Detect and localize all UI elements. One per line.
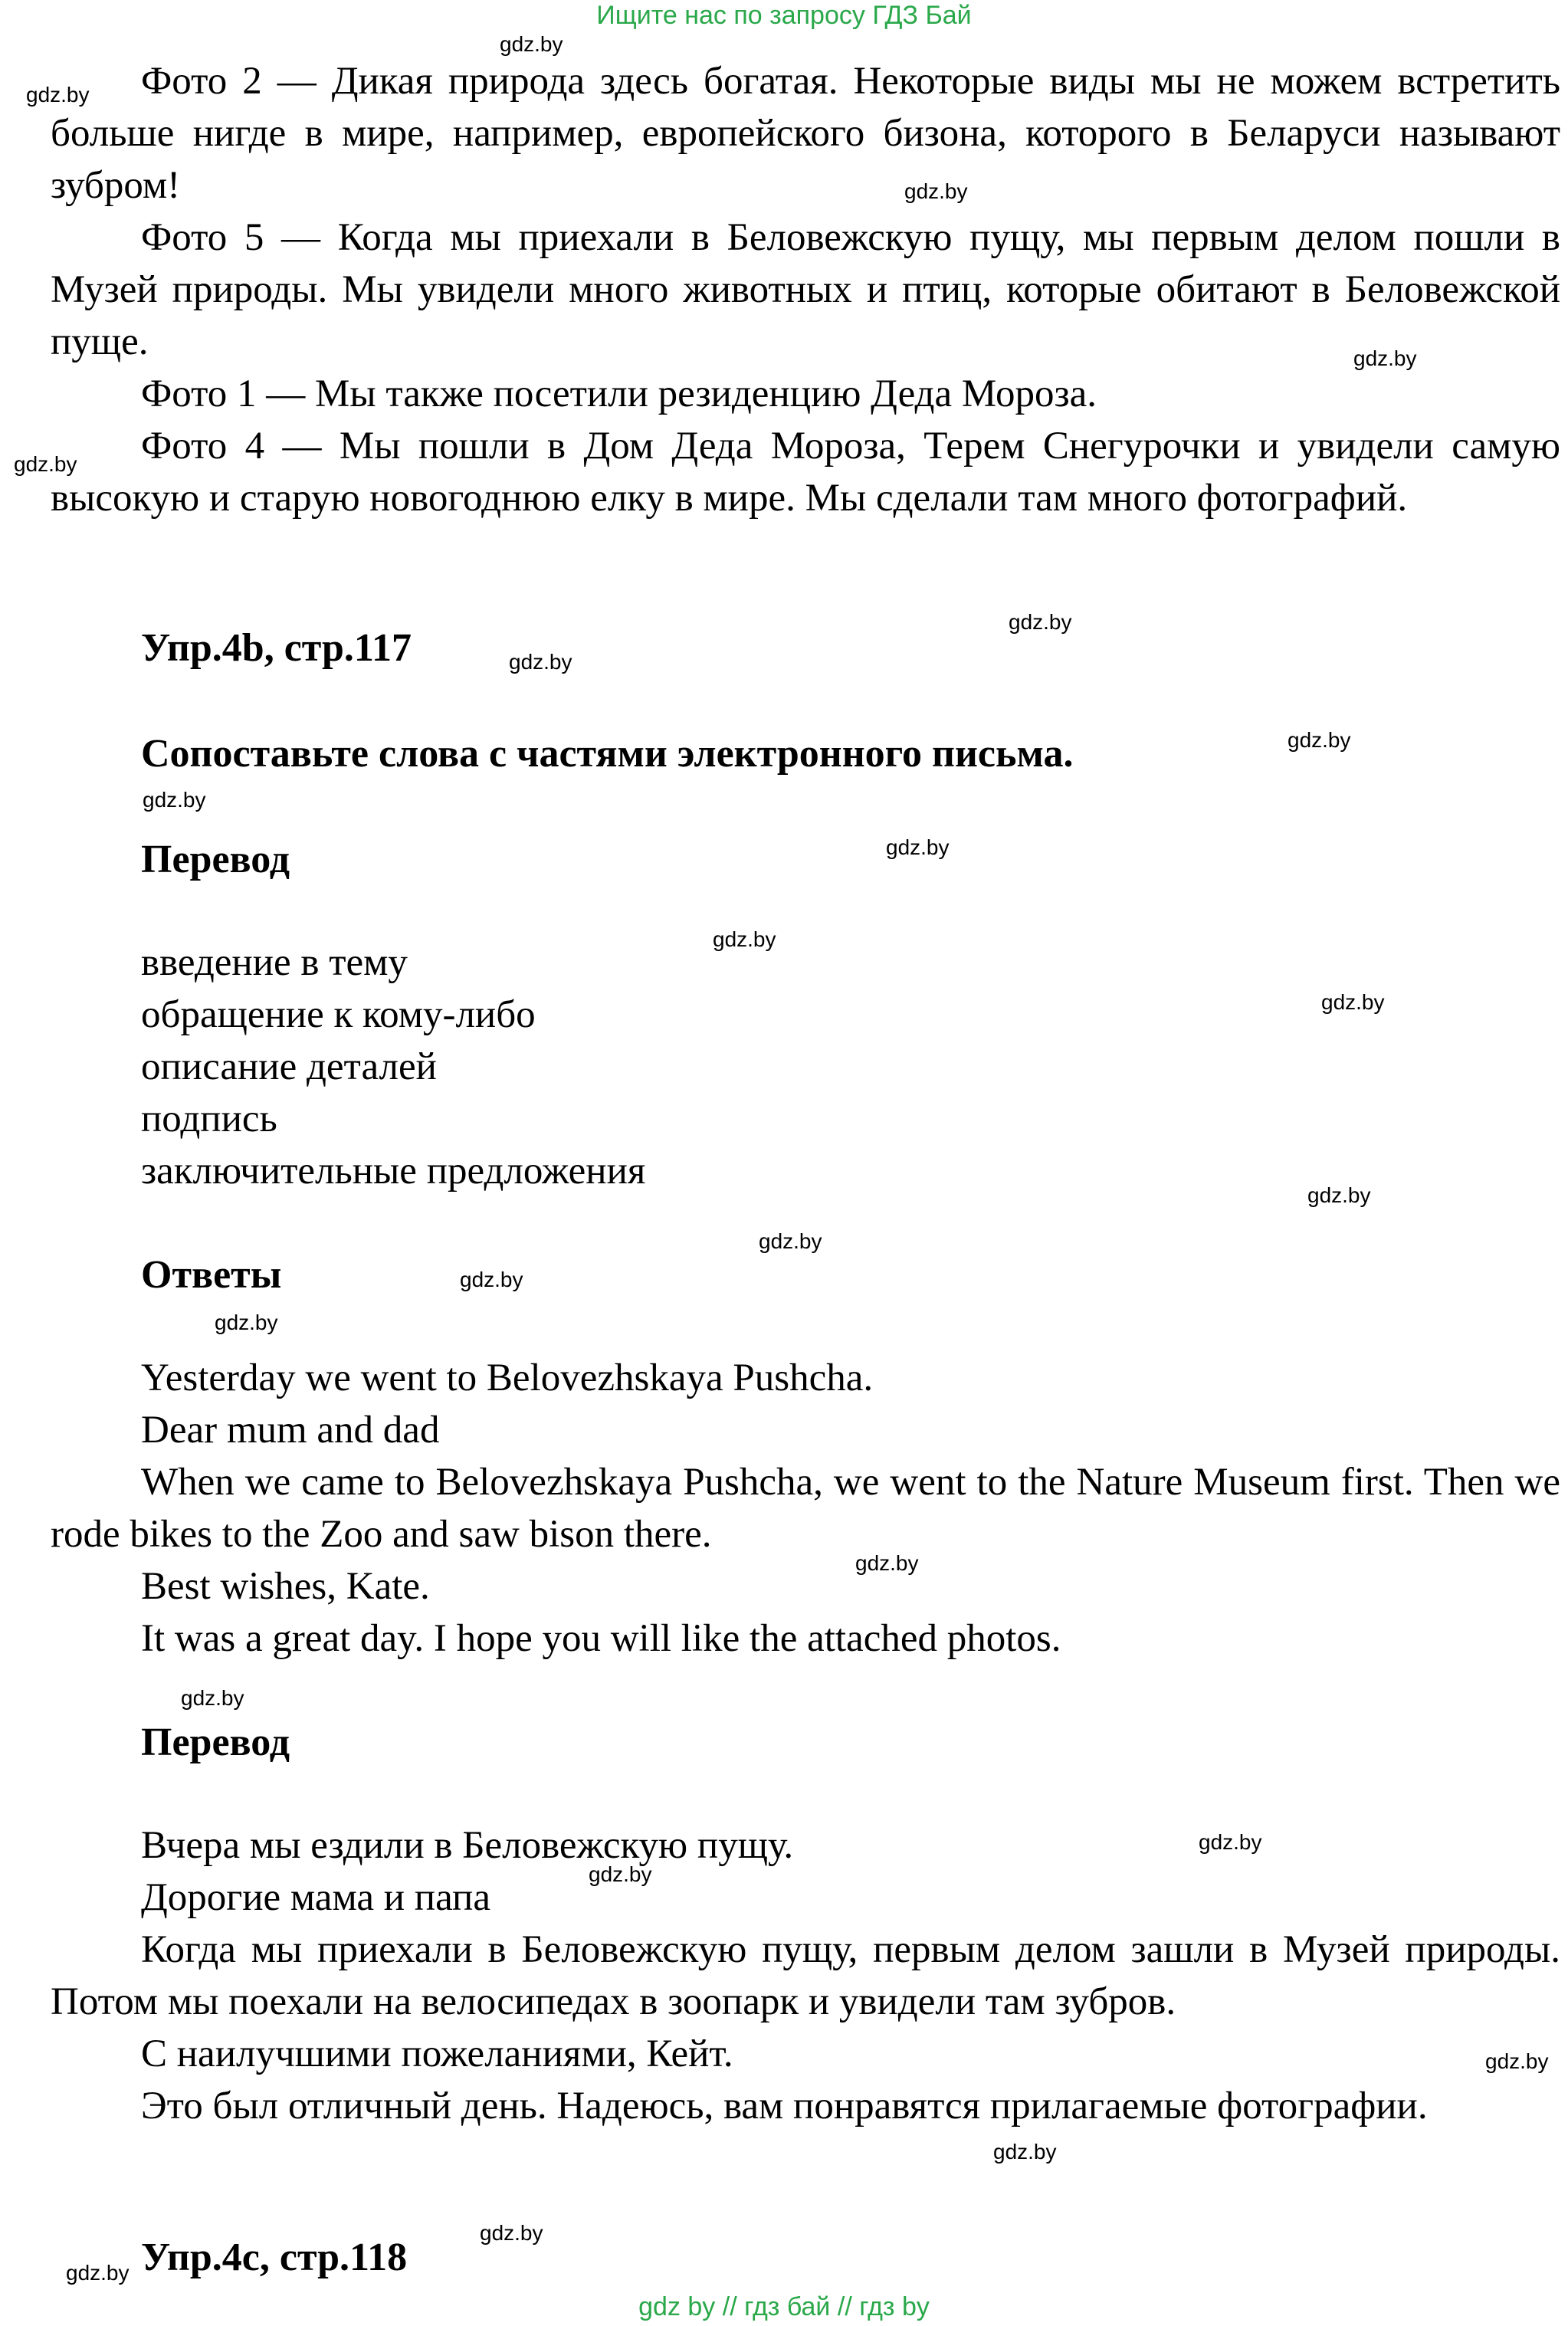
watermark: gdz.by <box>1307 1183 1371 1207</box>
photo-5-paragraph: Фото 5 — Когда мы приехали в Беловежскую пущу, мы первым делом пошли в Музей природы. Мы увидели много животных и птиц, которые обитают в Беловежской пуще. <box>51 216 1560 363</box>
answer-translation-paragraph: Это был отличный день. Надеюсь, вам понравятся прилагаемые фотографии. <box>141 2085 1428 2128</box>
watermark: gdz.by <box>759 1229 822 1253</box>
photo-2-paragraph: Фото 2 — Дикая природа здесь богатая. Некоторые виды мы не можем встретить больше нигде в мире, например, европейского бизона, которого в Беларуси называют зубром! <box>51 60 1560 207</box>
watermark: gdz.by <box>1321 990 1385 1014</box>
watermark: gdz.by <box>66 2261 130 2285</box>
answer-line: Best wishes, Kate. <box>141 1565 430 1608</box>
watermark: gdz.by <box>14 452 77 476</box>
watermark: gdz.by <box>181 1686 244 1710</box>
watermark: gdz.by <box>589 1862 652 1886</box>
exercise-4c-title: Упр.4c, стр.118 <box>141 2236 408 2279</box>
search-banner: Ищите нас по запросу ГДЗ Бай <box>596 1 972 30</box>
watermark: gdz.by <box>215 1311 278 1334</box>
watermark: gdz.by <box>509 650 572 674</box>
watermark: gdz.by <box>480 2221 543 2245</box>
exercise-4b-title: Упр.4b, стр.117 <box>141 626 412 670</box>
answer-translation-line: Дорогие мама и папа <box>141 1876 490 1919</box>
answer-line: Yesterday we went to Belovezhskaya Pushcha. <box>141 1357 874 1399</box>
watermark: gdz.by <box>1485 2049 1549 2073</box>
watermark: gdz.by <box>500 32 563 56</box>
watermark: gdz.by <box>993 2140 1057 2164</box>
answer-translation-line: С наилучшими пожеланиями, Кейт. <box>141 2032 733 2075</box>
answer-paragraph: When we came to Belovezhskaya Pushcha, we went to the Nature Museum first. Then we rode bikes to the Zoo and saw bison there. <box>51 1461 1560 1556</box>
watermark: gdz.by <box>26 83 90 107</box>
answers-translation-heading: Перевод <box>141 1721 290 1764</box>
watermark: gdz.by <box>460 1268 523 1291</box>
watermark: gdz.by <box>1353 346 1417 370</box>
watermark: gdz.by <box>713 927 776 951</box>
watermark: gdz.by <box>855 1551 919 1575</box>
translation-item: обращение к кому-либо <box>141 993 536 1036</box>
answer-translation-paragraph: Когда мы приехали в Беловежскую пущу, первым делом зашли в Музей природы. Потом мы поехали на велосипедах в зоопарк и увидели там зубров. <box>51 1928 1560 2023</box>
translation-item: подпись <box>141 1097 277 1140</box>
photo-4-paragraph: Фото 4 — Мы пошли в Дом Деда Мороза, Терем Снегурочки и увидели самую высокую и старую новогоднюю елку в мире. Мы сделали там много фотографий. <box>51 425 1560 520</box>
answers-heading: Ответы <box>141 1253 282 1297</box>
answer-line: Dear mum and dad <box>141 1409 440 1452</box>
photo-1-paragraph: Фото 1 — Мы также посетили резиденцию Деда Мороза. <box>141 372 1097 415</box>
translation-heading: Перевод <box>141 838 290 881</box>
translation-item: описание деталей <box>141 1045 437 1088</box>
watermark: gdz.by <box>143 788 206 812</box>
watermark: gdz.by <box>904 179 968 203</box>
watermark: gdz.by <box>1199 1830 1262 1854</box>
watermark: gdz.by <box>1288 728 1351 752</box>
watermark: gdz.by <box>1009 610 1072 634</box>
answer-translation-line: Вчера мы ездили в Беловежскую пущу. <box>141 1824 794 1867</box>
footer-links: gdz by // гдз бай // гдз by <box>638 2292 930 2321</box>
translation-item: заключительные предложения <box>141 1150 646 1193</box>
answer-line: It was a great day. I hope you will like the attached photos. <box>141 1617 1061 1660</box>
translation-item: введение в тему <box>141 941 408 984</box>
exercise-4b-task: Сопоставьте слова с частями электронного письма. <box>141 732 1074 776</box>
watermark: gdz.by <box>886 835 950 859</box>
